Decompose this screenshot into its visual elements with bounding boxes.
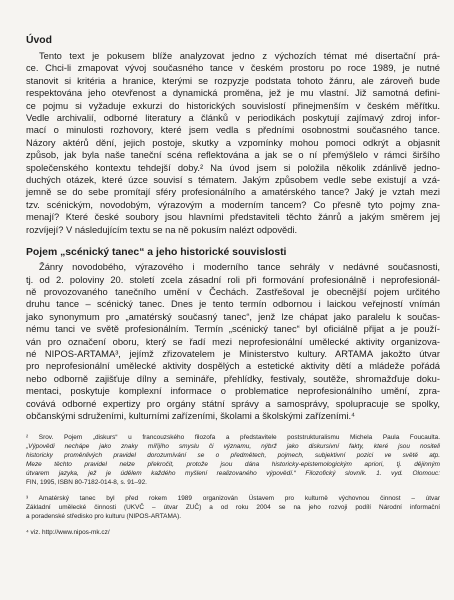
paragraph-line: občanskými sdruženími, kulturními zařízeními, školami a školskými zařízeními.⁴: [26, 410, 356, 421]
footnote-line: Meze těchto pravidel nelze překročit, protože jsou dána historicky-epistemologickým apriori, tj. dějinným: [26, 461, 440, 469]
footnotes: [26, 434, 440, 537]
paragraph-line: menají? Které české soubory jsou hlavními představiteli těchto žánrů a jakým směrem jej: [26, 212, 440, 223]
footnote: [26, 434, 440, 487]
section-heading-uvod: Úvod: [26, 35, 52, 46]
paragraph-line: mací o minulosti rozhovory, které jsem vedla s předními osobnostmi současného tance.: [26, 125, 440, 136]
section-body-uvod: [26, 50, 440, 236]
section-body-scenicky-tanec: [26, 261, 440, 422]
paragraph-line: ván pro označení oboru, který se řadí mezi neprofesionální umělecké aktivity organizova-: [26, 336, 440, 347]
paragraph-line: jemně se do sebe promítají sféry profesionálního a amatérského tance? Jaký je vztah mezi: [26, 187, 440, 198]
paragraph-line: stanovit si kritéria a hranice, kterými se rozpyzje podstata tohoto žánru, ale zároveň bude: [26, 75, 440, 86]
footnote-spacer: [26, 522, 440, 529]
paragraph-line: mentaci, poskytuje komplexní informace o problematice neprofesionálního umění, zpra-: [26, 386, 440, 397]
paragraph-line: ně provozovaného tanečního umění v Čechách. Zastřešoval je obecnější pojem určitého: [26, 286, 440, 297]
paragraph-line: ce. Chci-li zmapovat vývoj současného tance v českém prostoru po roce 1989, je nutné: [26, 63, 440, 74]
paragraph-line: ce pojmu si vyžaduje exkurzi do historických souvislostí přinejmenším v českém měřítku.: [26, 100, 440, 111]
footnote-line: FIN, 1995, ISBN 80-7182-014-8, s. 91–92.: [26, 478, 147, 486]
footnote-line: ² Srov. Pojem „diskurs“ u francouzského filozofa a představitele poststrukturalismu Michela Paula Foucaulta.: [26, 434, 440, 442]
paragraph-line: druhu tance – scénický tanec. Dnes je tento termín odbornou i laickou veřejností vnímán: [26, 299, 440, 310]
footnote-spacer: [26, 488, 440, 495]
paragraph-line: společenského kontextu tehdejší doby.² Na úvod jsem si položila několik zdánlivě jedno-: [26, 162, 440, 173]
footnote-line: ⁴ viz. http://www.nipos-mk.cz/: [26, 528, 110, 536]
footnote-line: Základní umělecké činnosti (UKVČ – útvar ZUČ) a od roku 2004 se na jeho rozvoji podílí Národní informační: [26, 503, 440, 511]
section-heading-scenicky-tanec: Pojem „scénický tanec“ a jeho historické souvislosti: [26, 247, 287, 259]
footnote: [26, 529, 440, 538]
paragraph-line: tj. od 2. poloviny 20. století zcela zásadní roli při formování profesionálně i neprofesionál-: [26, 274, 440, 285]
footnote-line: historicky proměnlivých pravidel dorozumívání se o předmětech, pojmech, subjektivní pozici ve světě atp.: [26, 452, 440, 460]
footnote-line: útvarem jazyka, jež je údělem každého myšlení realizovaného výpovědí.“ Filozofický slovník. 1. vyd. Olomouc:: [26, 470, 440, 477]
paragraph-line: jako synonymum pro „amatérský současný tanec“, jenž lze chápat jako paralelu k součas-: [26, 311, 440, 322]
paragraph-line: tzv. scénickým, novodobým, výrazovým a moderním tancem? Co přesně tyto pojmy zna-: [26, 199, 440, 210]
footnote: [26, 495, 440, 522]
paragraph-line: nebo odborně zajišťuje dílny a semináře, přehlídky, festivaly, soutěže, shromažďuje doku-: [26, 373, 440, 384]
paragraph-line: pro neprofesionální umělecké aktivity dospělých a estetické aktivity dětí a mládeže pořádá: [26, 361, 440, 372]
paragraph-line: Vedle archivalií, odborné literatury a článků v periodikách poskytují zajímavý zdroj infor-: [26, 113, 440, 124]
footnote-line: a poradenské středisko pro kulturu (NIPOS-ARTAMA).: [26, 512, 182, 520]
paragraph-line: respektována jeho otevřenost a dynamická proměna, jež je mu vlastní. Již samotná defini-: [26, 88, 440, 99]
paragraph-line: né NIPOS-ARTAMA³, jejímž zřizovatelem je Ministerstvo kultury. ARTAMA jakožto útvar: [26, 348, 440, 359]
paragraph-line: Tento text je pokusem blíže analyzovat jedno z výchozích témat mé disertační prá-: [39, 51, 440, 61]
paragraph-line: Žánry novodobého, výrazového i moderního tance sehrály v nedávné současnosti,: [39, 262, 440, 273]
footnote-line: „Výpovědi nechápe jako znaky mířijího smyslu či významu, nýbrž jako diskursivní fakty, které jsou nositeli: [26, 443, 440, 451]
paragraph-line: duchých otázek, které úzce souvisí s tématem. Jakým způsobem vedle sebe existují a vzá-: [26, 175, 440, 186]
paragraph-line: covává odborné expertizy pro orgány státní správy a samosprávy, spolupracuje se spolky,: [26, 398, 440, 409]
paragraph-line: Názory aktérů dění, jejich postoje, skutky a vzpomínky mohou pomoci odkrýt a objasnit: [26, 137, 440, 148]
footnote-line: ³ Amatérský tanec byl před rokem 1989 organizován Ústavem pro kulturně výchovnou činnost – útvar: [26, 494, 440, 502]
paragraph-line: způsob, jak byla naše taneční scéna reflektována a jak se o ní přemýšlelo v rámci širšího: [26, 150, 440, 161]
paragraph-line: rozvíjejí? V následujícím textu se na ně pokusím nalézt odpovědi.: [26, 224, 298, 235]
paragraph-line: nému tanci ve světě profesionálním. Termín „scénický tanec“ byl oficiálně přijat a je použí-: [26, 324, 440, 335]
